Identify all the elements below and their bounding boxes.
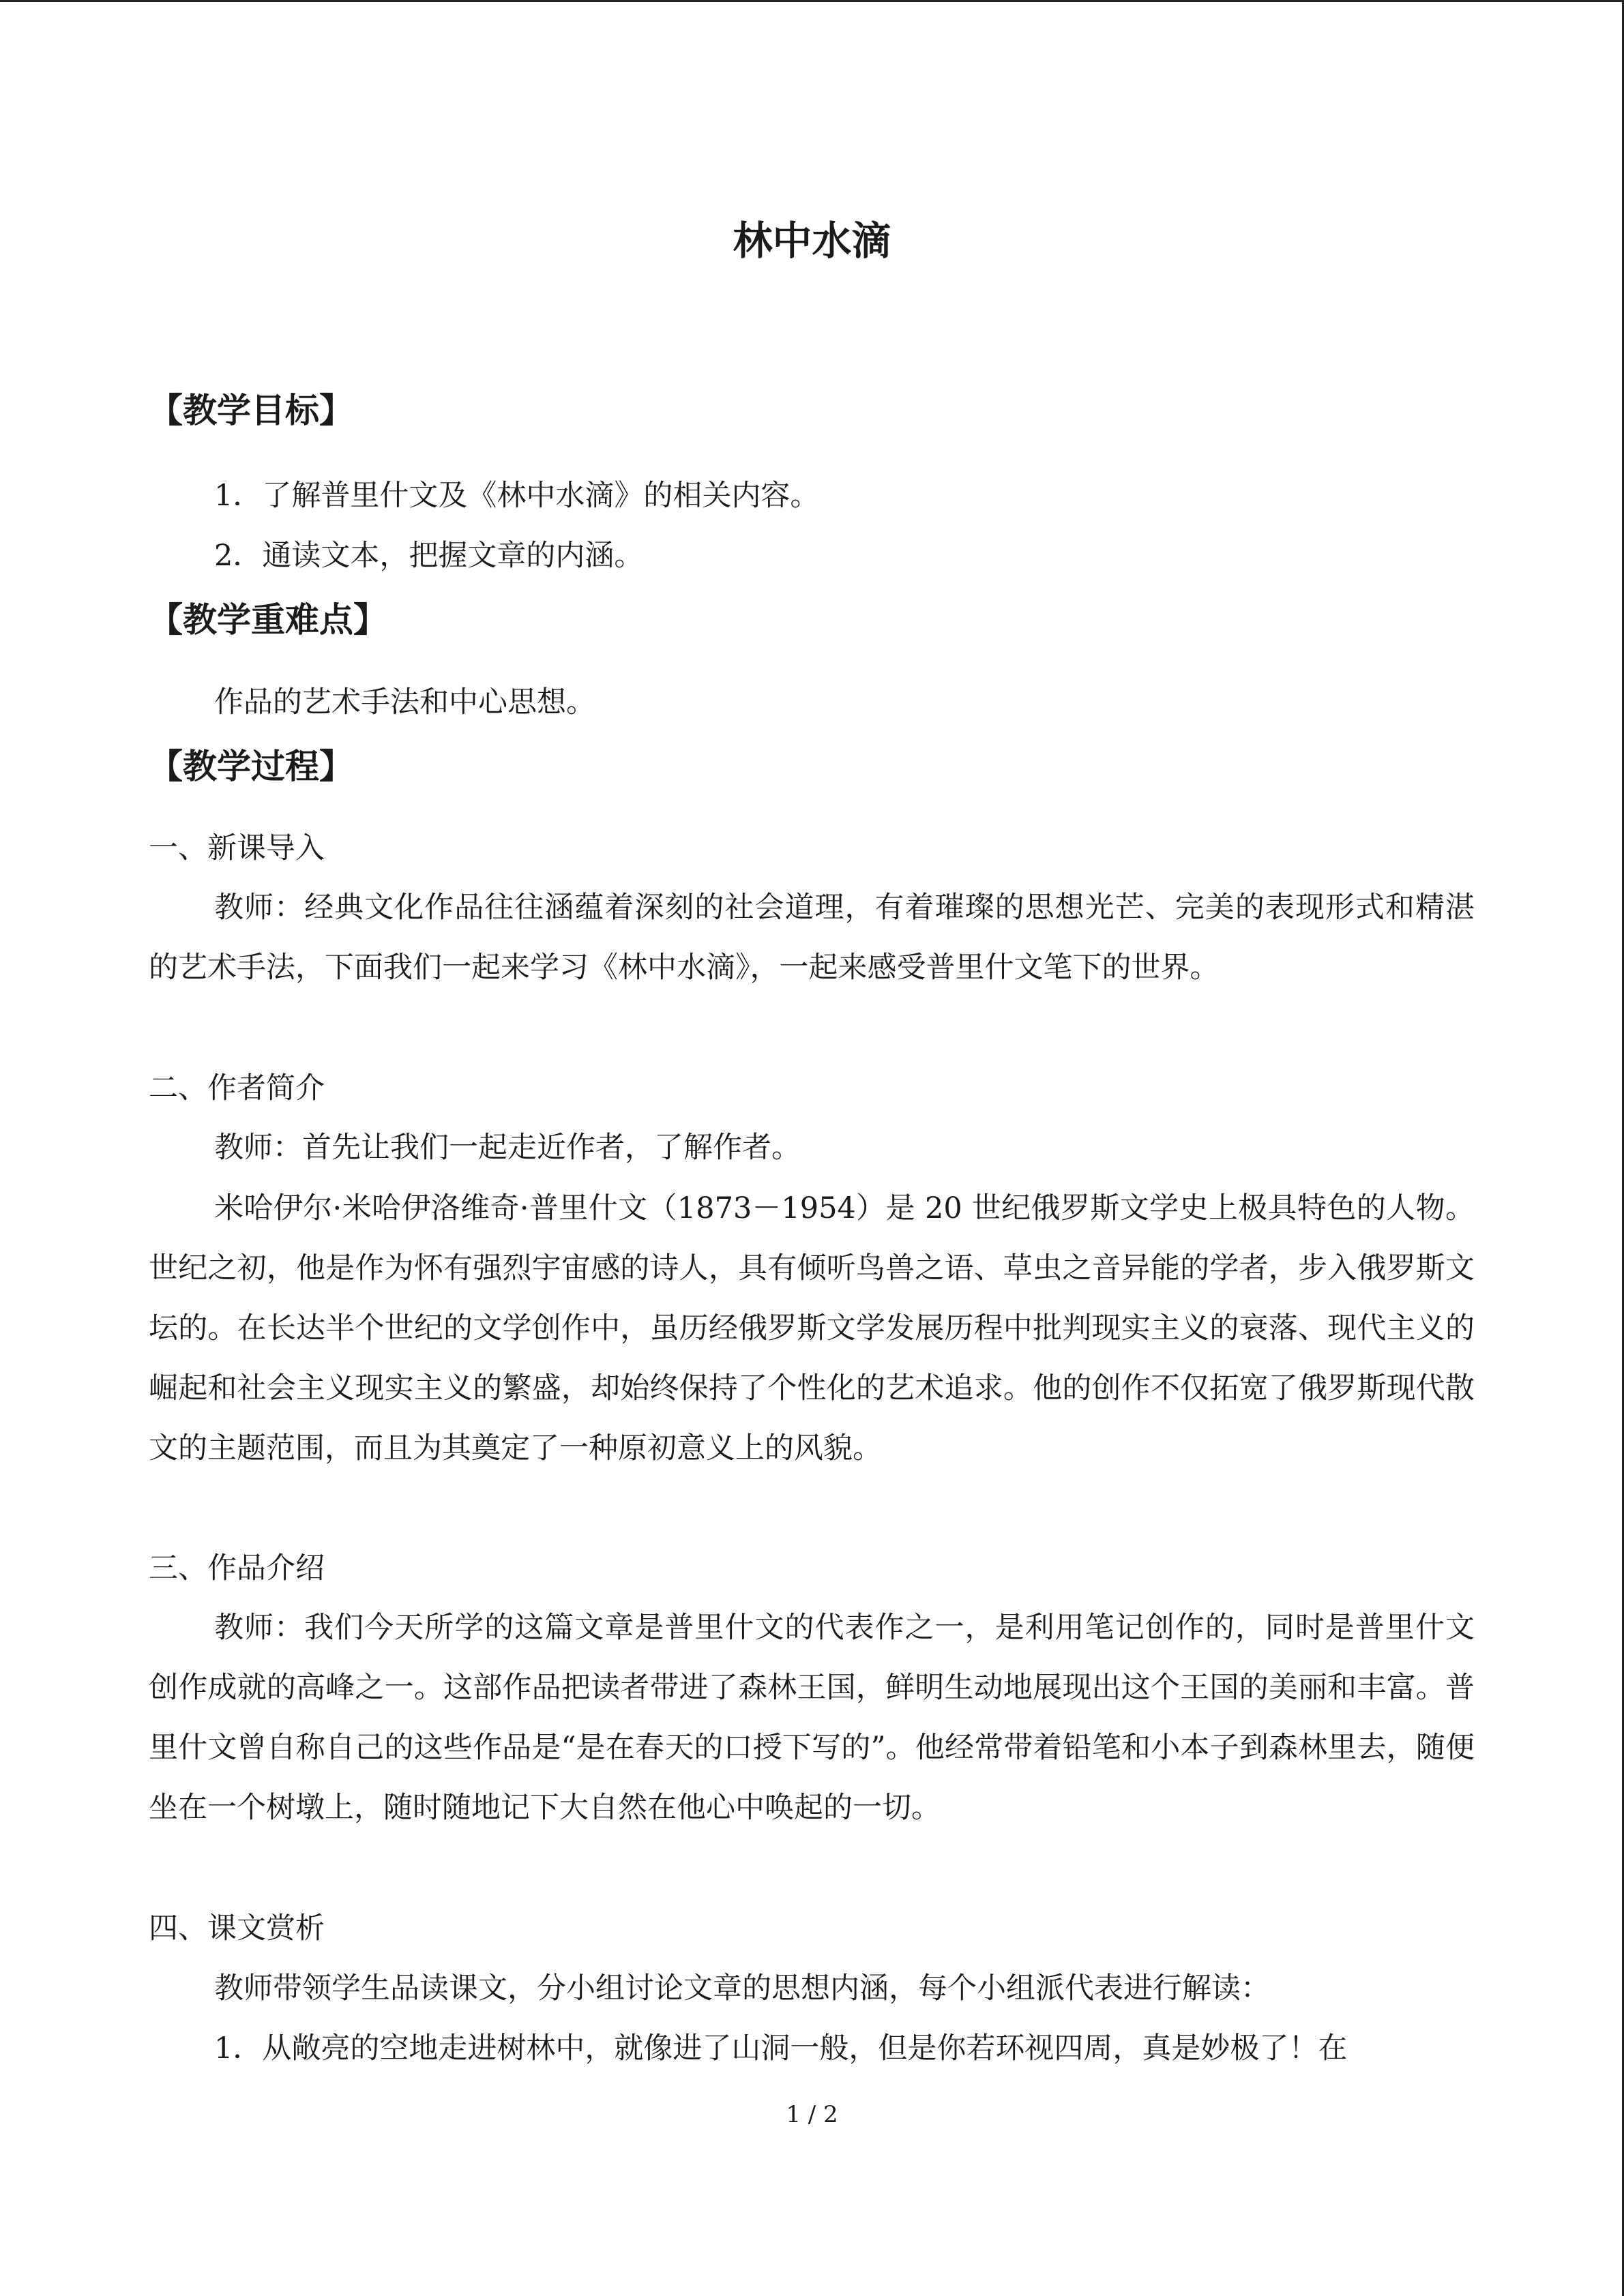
author-paragraph: 米哈伊尔·米哈伊洛维奇·普里什文（1873－1954）是 20 世纪俄罗斯文学史上极具特色的人物。世纪之初，他是作为怀有强烈宇宙感的诗人，具有倾听鸟兽之语、草虫之音异能的学者，步入俄罗斯文坛的。在长达半个世纪的文学创作中，虽历经俄罗斯文学发展历程中批判现实主义的衰落、现代主义的崛起和社会主义现实主义的繁盛，却始终保持了个性化的艺术追求。他的创作不仅拓宽了俄罗斯现代散文的主题范围，而且为其奠定了一种原初意义上的风貌。 — [149, 1191, 1475, 1465]
author-teacher-line: 教师：首先让我们一起走近作者，了解作者。 — [214, 1131, 801, 1165]
analysis-heading: 四、课文赏析 — [149, 1911, 325, 1945]
objectives-heading: 【教学目标】 — [149, 391, 353, 430]
key-points-heading: 【教学重难点】 — [149, 600, 387, 640]
process-heading: 【教学过程】 — [149, 747, 353, 786]
work-paragraph: 教师：我们今天所学的这篇文章是普里什文的代表作之一，是利用笔记创作的，同时是普里什文创作成就的高峰之一。这部作品把读者带进了森林王国，鲜明生动地展现出这个王国的美丽和丰富。普里什文曾自称自己的这些作品是“是在春天的口授下写的”。他经常带着铅笔和小本子到森林里去，随便坐在一个树墩上，随时随地记下大自然在他心中唤起的一切。 — [149, 1611, 1475, 1825]
document-title: 林中水滴 — [733, 218, 891, 264]
work-heading: 三、作品介绍 — [149, 1551, 325, 1585]
key-points-text: 作品的艺术手法和中心思想。 — [214, 685, 595, 719]
intro-heading: 一、新课导入 — [149, 831, 325, 865]
intro-paragraph: 教师：经典文化作品往往涵蕴着深刻的社会道理，有着璀璨的思想光芒、完美的表现形式和精湛的艺术手法，下面我们一起来学习《林中水滴》，一起来感受普里什文笔下的世界。 — [149, 891, 1475, 985]
objective-item: 2．通读文本，把握文章的内涵。 — [214, 539, 644, 573]
analysis-paragraph: 教师带领学生品读课文，分小组讨论文章的思想内涵，每个小组派代表进行解读： — [214, 1971, 1270, 2006]
objective-item: 1．了解普里什文及《林中水滴》的相关内容。 — [214, 479, 820, 513]
page-number: 1 / 2 — [786, 2101, 838, 2128]
analysis-item: 1．从敞亮的空地走进树林中，就像进了山洞一般，但是你若环视四周，真是妙极了！在 — [214, 2031, 1348, 2066]
author-heading: 二、作者简介 — [149, 1071, 325, 1105]
